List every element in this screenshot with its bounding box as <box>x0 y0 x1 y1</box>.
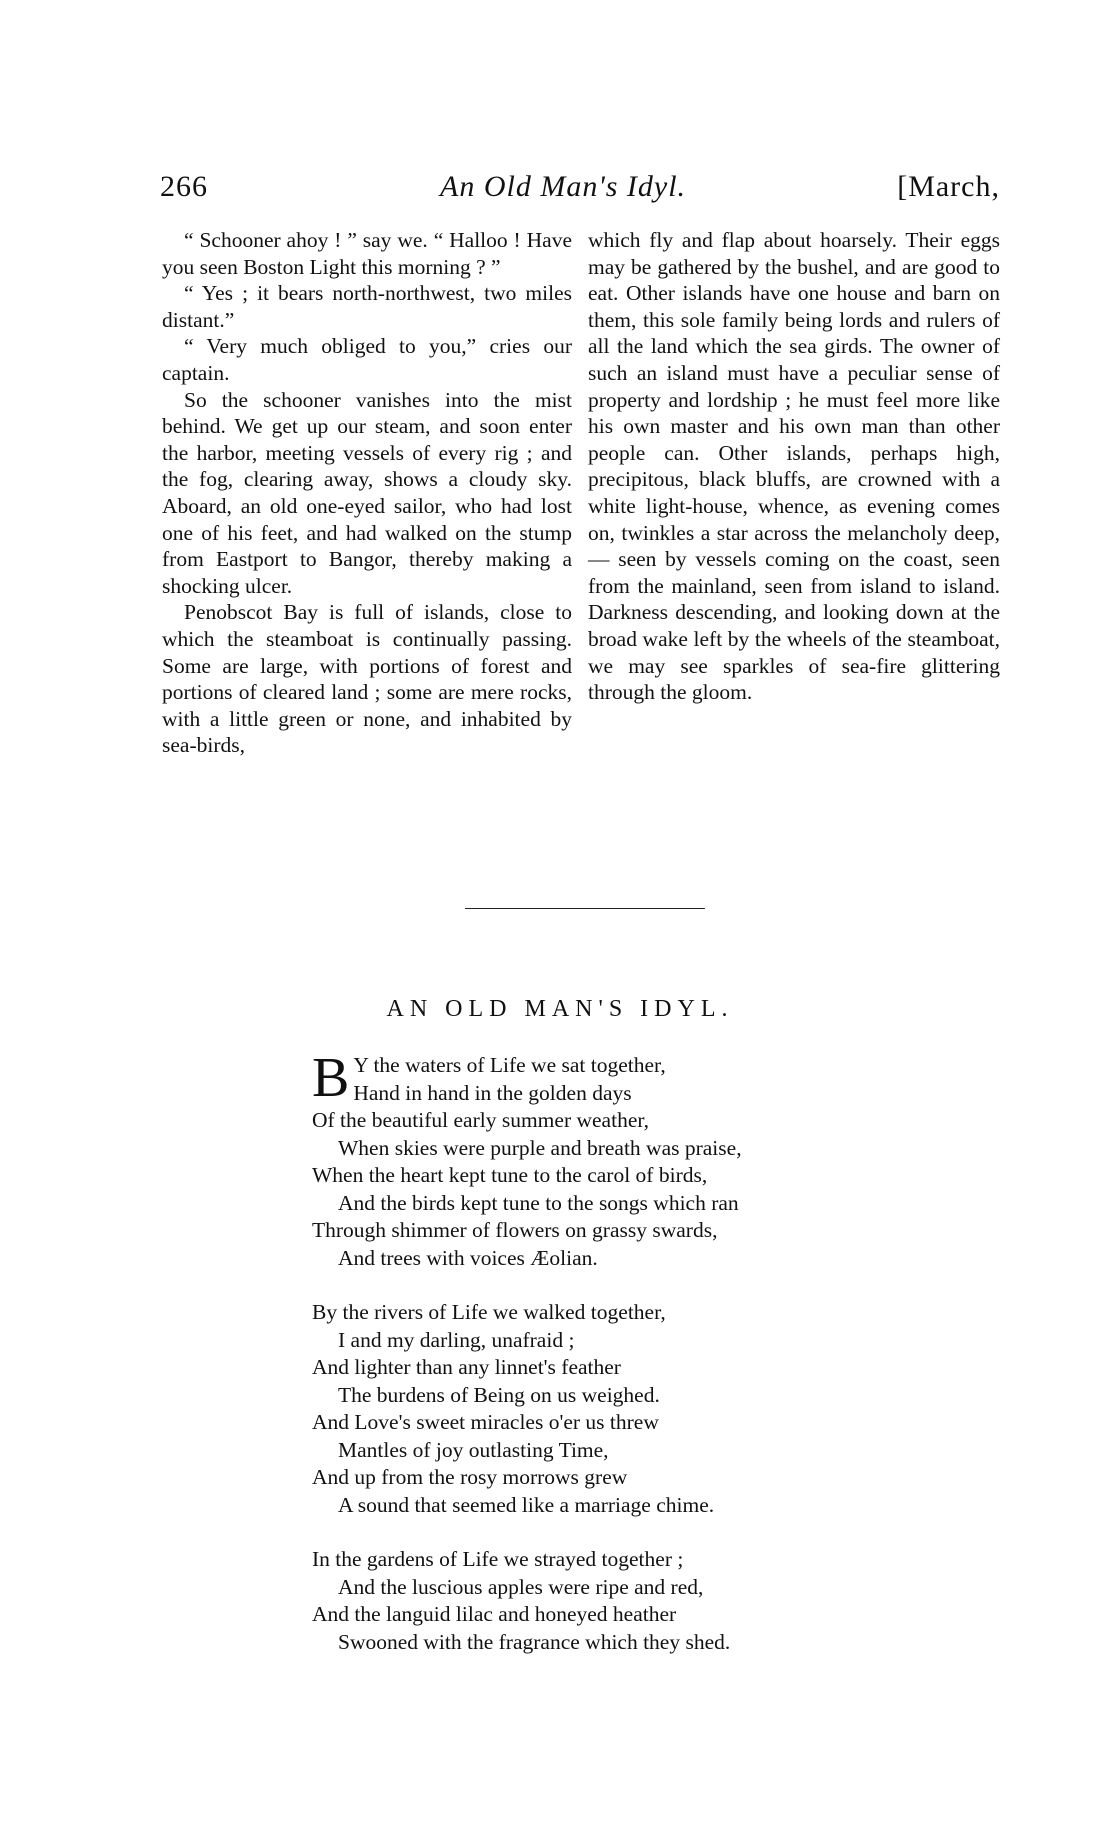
paragraph: “ Schooner ahoy ! ” say we. “ Halloo ! Have you seen Boston Light this morning ? ” <box>162 228 572 279</box>
poem-line: Through shimmer of flowers on grassy swards, <box>312 1218 718 1242</box>
poem-title: AN OLD MAN'S IDYL. <box>386 996 734 1022</box>
poem-line: Hand in hand in the golden days <box>353 1080 632 1105</box>
poem-line: I and my darling, unafraid ; <box>338 1327 575 1352</box>
paragraph: So the schooner vanishes into the mist behind. We get up our steam, and soon enter the harbor, meeting vessels of every rig ; and the fog, clearing away, shows a cloudy sky. Aboard, an old one-eyed sailor, who had lost one of his feet, and had walked on the stump from Eastport to Bangor, thereby making a shocking ulcer. <box>162 387 572 598</box>
paragraph: Penobscot Bay is full of islands, close to which the steamboat is continually passing. Some are large, with portions of forest and portions of cleared land ; some are mere rocks, with a little green or none, and inhabited by sea-birds, <box>162 600 572 758</box>
poem-line: The burdens of Being on us weighed. <box>338 1382 660 1407</box>
poem-line: And up from the rosy morrows grew <box>312 1465 628 1489</box>
page-number: 266 <box>160 170 208 203</box>
poem-line: And the birds kept tune to the songs which ran <box>338 1190 739 1215</box>
poem-line: And lighter than any linnet's feather <box>312 1355 621 1379</box>
stanza <box>312 1047 912 1272</box>
poem-line: B Y the waters of Life we sat together, <box>312 1047 666 1109</box>
poem-line: Of the beautiful early summer weather, <box>312 1108 650 1132</box>
running-title: An Old Man's Idyl. <box>440 170 687 203</box>
drop-cap: B <box>312 1047 350 1109</box>
month-label: [March, <box>897 170 1000 203</box>
paragraph: “ Very much obliged to you,” cries our captain. <box>162 334 572 385</box>
page-header <box>160 170 1000 220</box>
poem-line: A sound that seemed like a marriage chime. <box>338 1492 715 1517</box>
poem-line: And Love's sweet miracles o'er us threw <box>312 1410 659 1434</box>
right-column <box>588 227 1000 706</box>
poem-line: When the heart kept tune to the carol of birds, <box>312 1163 708 1187</box>
poem-body <box>312 1047 912 1683</box>
poem-line: In the gardens of Life we strayed together ; <box>312 1547 684 1571</box>
poem-line: When skies were purple and breath was praise, <box>338 1135 742 1160</box>
poem-line: And the languid lilac and honeyed heather <box>312 1602 677 1626</box>
paragraph: “ Yes ; it bears north-northwest, two miles distant.” <box>162 281 572 332</box>
poem-line: And trees with voices Æolian. <box>338 1245 598 1270</box>
stanza <box>312 1299 912 1519</box>
poem-line: By the rivers of Life we walked together, <box>312 1300 666 1324</box>
section-divider <box>465 908 705 909</box>
poem-line: Mantles of joy outlasting Time, <box>338 1437 609 1462</box>
left-column <box>162 227 572 759</box>
paragraph: which fly and flap about hoarsely. Their eggs may be gathered by the bushel, and are good to eat. Other islands have one house and barn on them, this sole family being lords and rulers of all the land which the sea girds. The owner of such an island must have a peculiar sense of property and lordship ; he must feel more like his own master and his own man than other people can. Other islands, perhaps high, precipitous, black bluffs, are crowned with a white light-house, whence, as evening comes on, twinkles a star across the melancholy deep, — seen by vessels coming on the coast, seen from the mainland, seen from island to island. Darkness descending, and looking down at the broad wake left by the wheels of the steamboat, we may see sparkles of sea-fire glittering through the gloom. <box>588 228 1000 705</box>
poem-line: And the luscious apples were ripe and red, <box>338 1574 704 1599</box>
poem-line: Swooned with the fragrance which they shed. <box>338 1629 731 1654</box>
stanza <box>312 1546 912 1656</box>
